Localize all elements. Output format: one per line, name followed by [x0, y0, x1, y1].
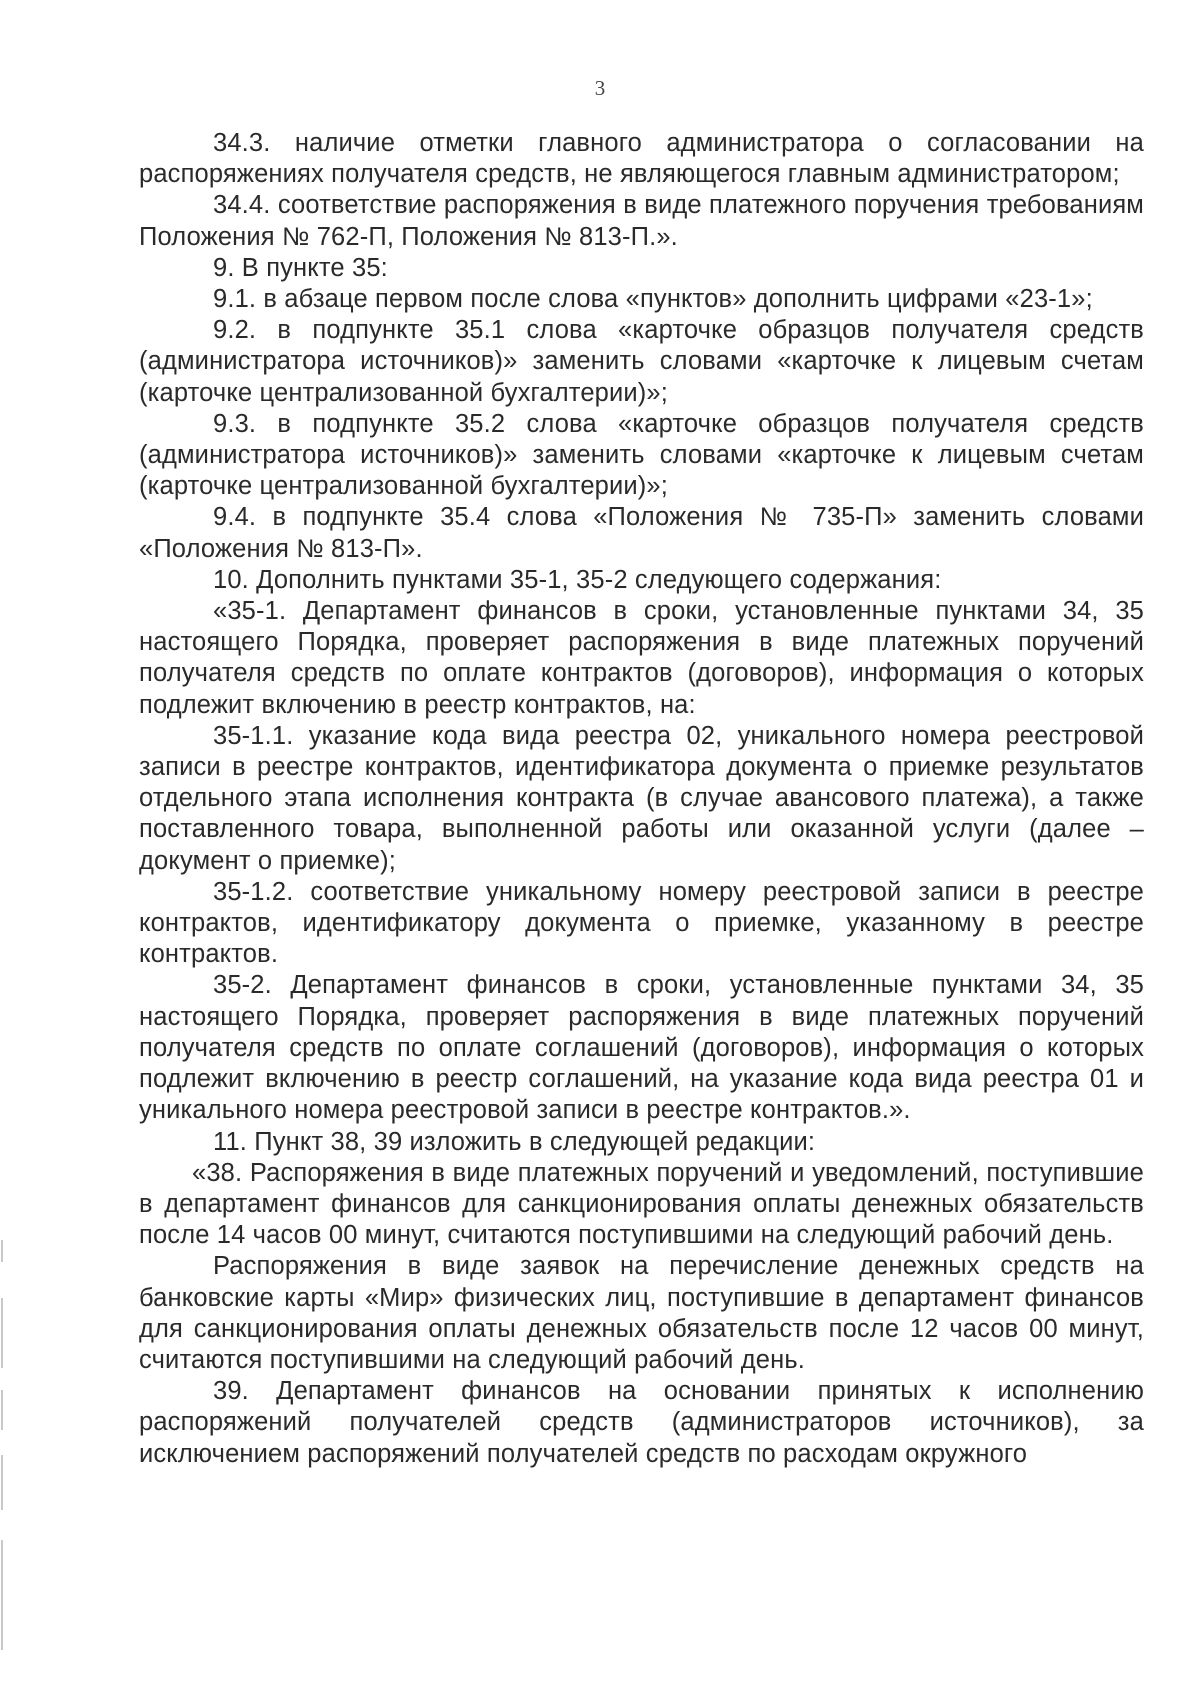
document-body — [139, 128, 1144, 1470]
paragraph-10: 10. Дополнить пунктами 35-1, 35-2 следующего содержания: — [213, 565, 942, 594]
paragraph-9-4: 9.4. в подпункте 35.4 слова «Положения № 735-П» заменить словами «Положения № 813-П». — [139, 503, 1144, 563]
paragraph-34-3: 34.3. наличие отметки главного администратора о согласовании на распоряжениях получателя средств, не являющегося главным администратором; — [139, 129, 1144, 189]
paragraph-35-1-2: 35-1.2. соответствие уникальному номеру реестровой записи в реестре контрактов, идентификатору документа о приемке, указанному в реестре контрактов. — [139, 877, 1144, 969]
paragraph-9-2: 9.2. в подпункте 35.1 слова «карточке образцов получателя средств (администратора источников)» заменить словами «карточке к лицевым счетам (карточке централизованной бухгалтерии)»; — [139, 316, 1144, 407]
paragraph-38-cards: Распоряжения в виде заявок на перечисление денежных средств на банковские карты «Мир» физических лиц, поступившие в департамент финансов для санкционирования оплаты денежных обязательств после 12 часов 00 минут, считаются поступившими на следующий рабочий день. — [139, 1252, 1144, 1374]
paragraph-35-1: «35-1. Департамент финансов в сроки, установленные пунктами 34, 35 настоящего Порядка, проверяет распоряжения в виде платежных поручений получателя средств по оплате контрактов (договоров), информация о которых подлежит включению в реестр контрактов, на: — [139, 597, 1144, 719]
paragraph-35-2: 35-2. Департамент финансов в сроки, установленные пунктами 34, 35 настоящего Порядка, проверяет распоряжения в виде платежных поручений получателя средств по оплате соглашений (договоров), информация о которых подлежит включению в реестр соглашений, на указание кода вида реестра 01 и уникального номера реестровой записи в реестре контрактов.». — [139, 971, 1144, 1125]
paragraph-9: 9. В пункте 35: — [213, 253, 388, 282]
page-number: 3 — [594, 76, 606, 100]
paragraph-9-1: 9.1. в абзаце первом после слова «пунктов» дополнить цифрами «23-1»; — [213, 285, 1093, 314]
paragraph-38: «38. Распоряжения в виде платежных поручений и уведомлений, поступившие в департамент финансов для санкционирования оплаты денежных обязательств после 14 часов 00 минут, считаются поступившими на следующий рабочий день. — [139, 1158, 1144, 1250]
paragraph-39: 39. Департамент финансов на основании принятых к исполнению распоряжений получателей средств (администраторов источников), за исключением распоряжений получателей средств по расходам окружного — [139, 1377, 1144, 1468]
paragraph-11: 11. Пункт 38, 39 изложить в следующей редакции: — [213, 1127, 816, 1156]
paragraph-34-4: 34.4. соответствие распоряжения в виде платежного поручения требованиям Положения № 762-П, Положения № 813-П.». — [139, 191, 1144, 251]
paragraph-9-3: 9.3. в подпункте 35.2 слова «карточке образцов получателя средств (администратора источников)» заменить словами «карточке к лицевым счетам (карточке централизованной бухгалтерии)»; — [139, 409, 1144, 501]
paragraph-35-1-1: 35-1.1. указание кода вида реестра 02, уникального номера реестровой записи в реестре контрактов, идентификатора документа о приемке результатов отдельного этапа исполнения контракта (в случае авансового платежа), а также поставленного товара, выполненной работы или оказанной услуги (далее – документ о приемке); — [139, 721, 1144, 875]
scan-margin-marks — [0, 1240, 6, 1660]
